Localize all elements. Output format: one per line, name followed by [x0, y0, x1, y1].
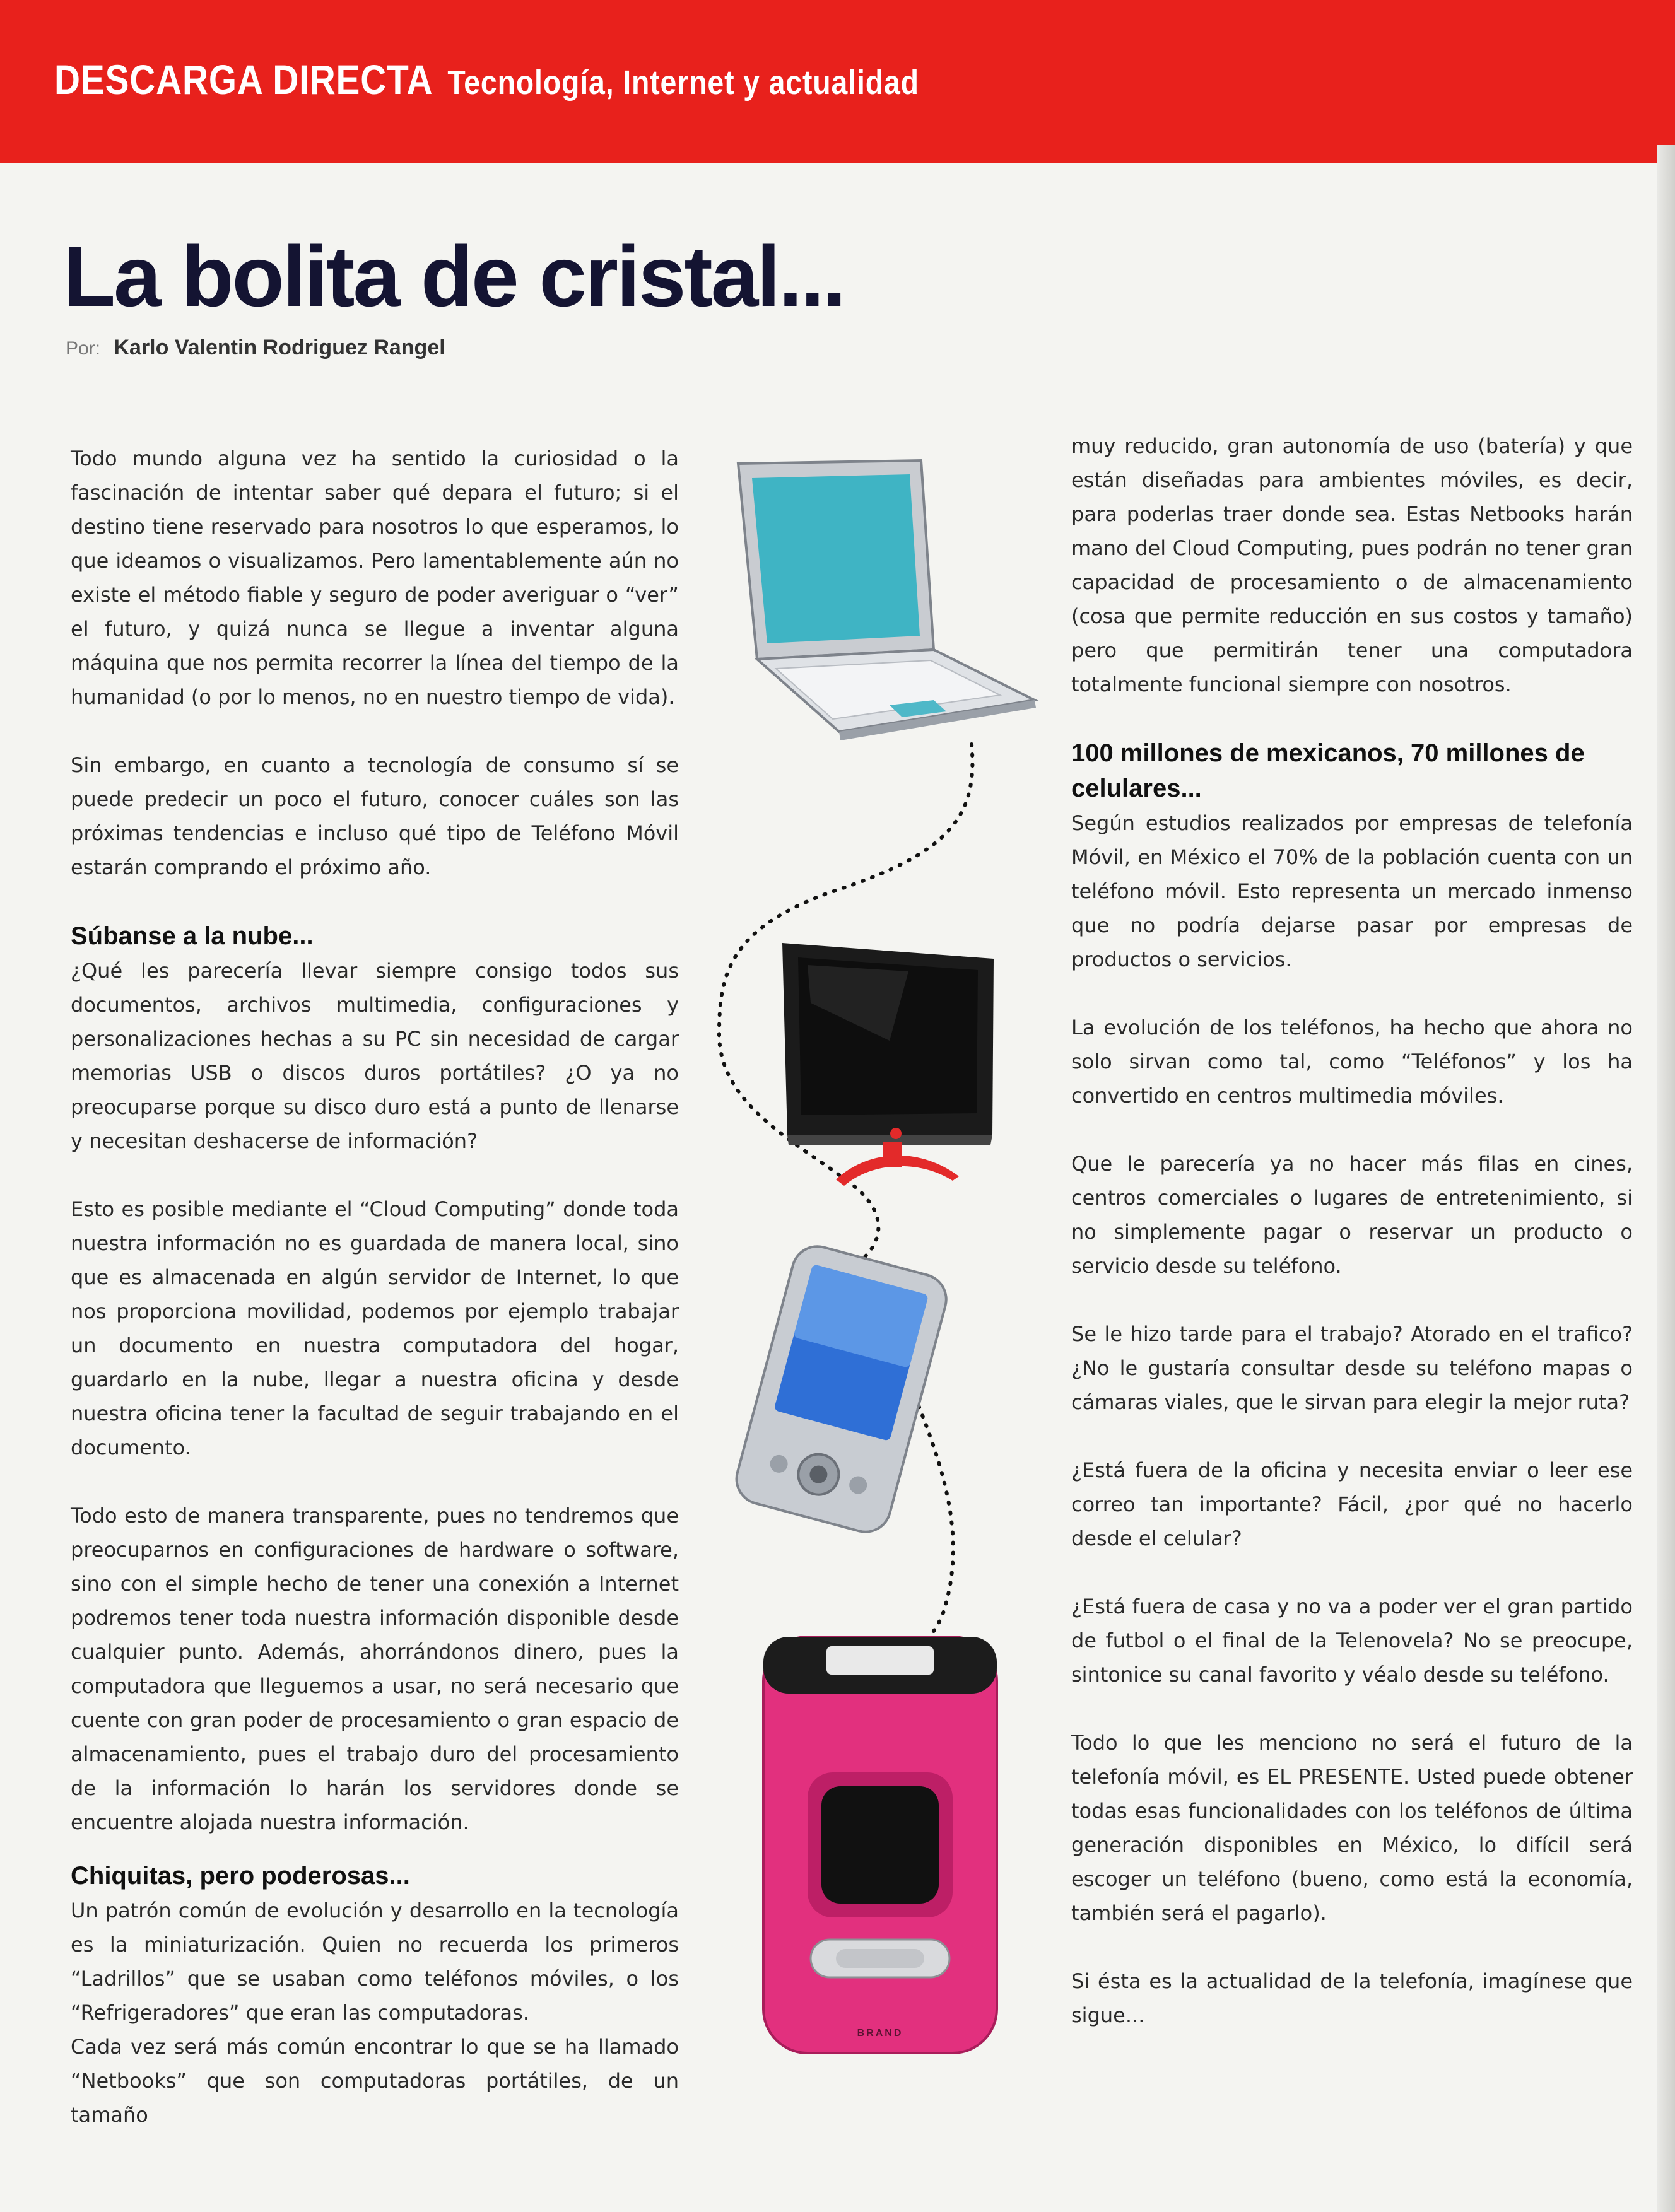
paragraph: Esto es posible mediante el “Cloud Computing” donde toda nuestra información no es guardada de manera local, sino que es almacenada en algún servidor de Internet, lo que nos proporciona movilidad, podemos por ejemplo trabajar un documento en nuestra computadora del hogar, guardarlo en la nube, llegar a nuestra oficina y desde nuestra oficina tener la facultad de seguir trabajando en el documento.: [71, 1197, 679, 1460]
paragraph: Cada vez será más común encontrar lo que se ha llamado “Netbooks” que son computadoras portátiles, de un tamaño: [71, 2035, 679, 2127]
section-heading-cloud: Súbanse a la nube...: [71, 922, 314, 950]
paragraph: ¿Está fuera de casa y no va a poder ver el gran partido de futbol o el final de la Telenovela? No se preocupe, sintonice su canal favorito y véalo desde su teléfono.: [1071, 1595, 1633, 1687]
article-title: La bolita de cristal...: [63, 228, 845, 324]
byline: [66, 336, 445, 360]
pink-phone-icon: [763, 1637, 997, 2053]
right-column: [1071, 429, 1633, 2032]
section-heading-celulares: 100 millones de mexicanos, 70 millones de celulares...: [1071, 739, 1585, 802]
paragraph: Un patrón común de evolución y desarrollo en la tecnología es la miniaturización. Quien no recuerda los primeros “Ladrillos” que se usaban como teléfonos móviles, o los “Refrigeradores” que eran las computadoras.: [71, 1899, 679, 2025]
brand-label: BRAND: [857, 2028, 903, 2039]
paragraph: ¿Está fuera de la oficina y necesita enviar o leer ese correo tan importante? Fácil, ¿por qué no hacerlo desde el celular?: [1071, 1458, 1633, 1550]
paragraph: Si ésta es la actualidad de la telefonía, imagínese que sigue...: [1071, 1969, 1633, 2027]
paragraph: Se le hizo tarde para el trabajo? Atorado en el trafico? ¿No le gustaría consultar desde su teléfono mapas o cámaras viales, que le sirvan para elegir la mejor ruta?: [1071, 1322, 1633, 1414]
section-name: DESCARGA DIRECTA: [54, 56, 432, 103]
monitor-icon: [782, 943, 994, 1186]
laptop-icon: [738, 460, 1036, 740]
illustration-svg: [681, 435, 1073, 2113]
device-evolution-illustration: [681, 435, 1073, 2113]
byline-prefix: Por:: [66, 338, 101, 359]
paragraph: muy reducido, gran autonomía de uso (batería) y que están diseñadas para ambientes móviles, es decir, para poderlas traer donde sea. Estas Netbooks harán mano del Cloud Computing, pues podrán no tener gran capacidad de procesamiento o de almacenamiento (cosa que permite reducción en sus costos y tamaño) pero que permitirán tener una computadora totalmente funcional siempre con nosotros.: [1071, 434, 1633, 696]
paragraph: La evolución de los teléfonos, ha hecho que ahora no solo sirvan como tal, como “Teléfonos” y los ha convertido en centros multimedia móviles.: [1071, 1015, 1633, 1108]
section-subtitle: Tecnología, Internet y actualidad: [447, 64, 919, 102]
paragraph: Todo esto de manera transparente, pues no tendremos que preocuparnos en configuraciones de hardware o software, sino con el simple hecho de tener una conexión a Internet podremos tener toda nuestra información disponible desde cualquier punto. Además, ahorrándonos dinero, pues la computadora que lleguemos a usar, no será necesario que cuente con gran poder de procesamiento o gran espacio de almacenamiento, pues el trabajo duro del procesamiento de la información lo harán los servidores donde se encuentre alojada nuestra información.: [71, 1504, 679, 1834]
paragraph: ¿Qué les parecería llevar siempre consigo todos sus documentos, archivos multimedia, configuraciones y personalizaciones hechas a su PC sin necesidad de cargar memorias USB o discos duros portátiles? ¿O ya no preocuparse porque su disco duro está a punto de llenarse y necesitan deshacerse de información?: [71, 959, 679, 1153]
author-name: Karlo Valentin Rodriguez Rangel: [114, 336, 445, 360]
section-label: [54, 56, 919, 103]
paragraph: Todo lo que les menciono no será el futuro de la telefonía móvil, es EL PRESENTE. Usted puede obtener todas esas funcionalidades con los teléfonos de última generación disponibles en México, lo difícil será escoger un teléfono (bueno, como está la economía, también será el pagarlo).: [1071, 1731, 1633, 1925]
section-heading-netbooks: Chiquitas, pero poderosas...: [71, 1862, 410, 1890]
paragraph: Sin embargo, en cuanto a tecnología de consumo sí se puede predecir un poco el futuro, conocer cuáles son las próximas tendencias e incluso qué tipo de Teléfono Móvil estarán comprando el próximo año.: [71, 753, 679, 879]
paragraph: Según estudios realizados por empresas de telefonía Móvil, en México el 70% de la población cuenta con un teléfono móvil. Esto representa un mercado inmenso que no podría dejarse pasar por empresas de productos o servicios.: [1071, 811, 1633, 971]
pda-icon: [731, 1241, 952, 1537]
paragraph: Que le parecería ya no hacer más filas en cines, centros comerciales o lugares de entretenimiento, si no simplemente pagar o reservar un producto o servicio desde su teléfono.: [1071, 1152, 1633, 1278]
page-edge: [1657, 145, 1675, 2212]
paragraph: Todo mundo alguna vez ha sentido la curiosidad o la fascinación de intentar saber qué depara el futuro; si el destino tiene reservado para nosotros lo que esperamos, lo que ideamos o visualizamos. Pero lamentablemente aún no existe el método fiable y seguro de poder averiguar o “ver” el futuro, y quizá nunca se llegue a inventar alguna máquina que nos permita recorrer la línea del tiempo de la humanidad (o por lo menos, no en nuestro tiempo de vida).: [71, 447, 679, 709]
left-column: [71, 442, 679, 2132]
